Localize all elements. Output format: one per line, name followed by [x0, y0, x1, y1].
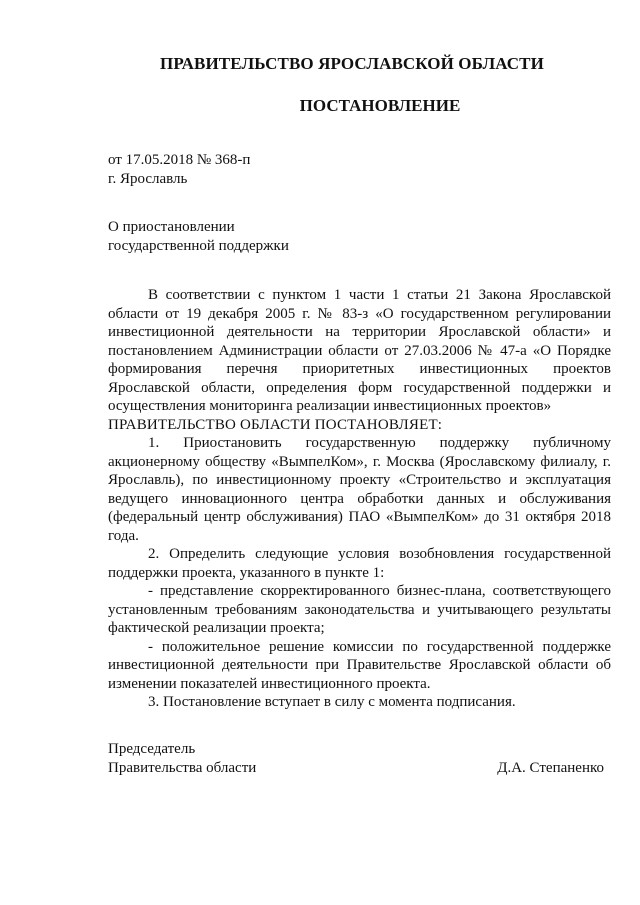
- document-type-title: ПОСТАНОВЛЕНИЕ: [299, 96, 461, 115]
- date-number: от 17.05.2018 № 368-п: [108, 152, 251, 168]
- signatory-title-line-1: Председатель: [108, 741, 196, 757]
- city: г. Ярославль: [108, 171, 188, 187]
- item-2-condition-1: - представление скорректированного бизнес-плана, соответствующего установленным требованиям законодательства и учитывающего результаты фактической реализации проекта;: [108, 583, 611, 636]
- signatory-name: Д.А. Степаненко: [497, 760, 604, 776]
- signatory-title: [108, 740, 256, 778]
- preamble-paragraph: В соответствии с пунктом 1 части 1 статьи 21 Закона Ярославской области от 19 декабря 2005 г. № 83-з «О государственном регулировании инвестиционной деятельности на территории Ярославской области» и постановлением Администрации области от 27.03.2006 № 47-а «О Порядке формирования перечня приоритетных инвестиционных проектов Ярославской области, определения форм государственной поддержки и осуществления мониторинга реализации инвестиционных проектов»: [108, 287, 611, 414]
- item-1-paragraph: 1. Приостановить государственную поддержку публичному акционерному обществу «ВымпелКом», г. Москва (Ярославскому филиалу, г. Ярославль), по инвестиционному проекту «Строительство и эксплуатация ведущего инновационного центра обработки данных и обслуживания (федеральный центр обслуживания) ПАО «ВымпелКом» до 31 октября 2018 года.: [108, 435, 611, 544]
- subject-line-1: О приостановлении: [108, 219, 235, 235]
- organization-title: ПРАВИТЕЛЬСТВО ЯРОСЛАВСКОЙ ОБЛАСТИ: [160, 54, 544, 73]
- subject-line-2: государственной поддержки: [108, 238, 289, 254]
- document-body: [108, 286, 611, 712]
- item-3-paragraph: 3. Постановление вступает в силу с момента подписания.: [148, 694, 516, 710]
- signatory-title-line-2: Правительства области: [108, 760, 257, 776]
- item-2-condition-2: - положительное решение комиссии по государственной поддержке инвестиционной деятельности при Правительстве Ярославской области об изменении показателей инвестиционного проекта.: [108, 638, 611, 692]
- item-2-paragraph: 2. Определить следующие условия возобновления государственной поддержки проекта, указанного в пункте 1:: [108, 546, 611, 581]
- decree-statement: ПРАВИТЕЛЬСТВО ОБЛАСТИ ПОСТАНОВЛЯЕТ:: [108, 416, 443, 433]
